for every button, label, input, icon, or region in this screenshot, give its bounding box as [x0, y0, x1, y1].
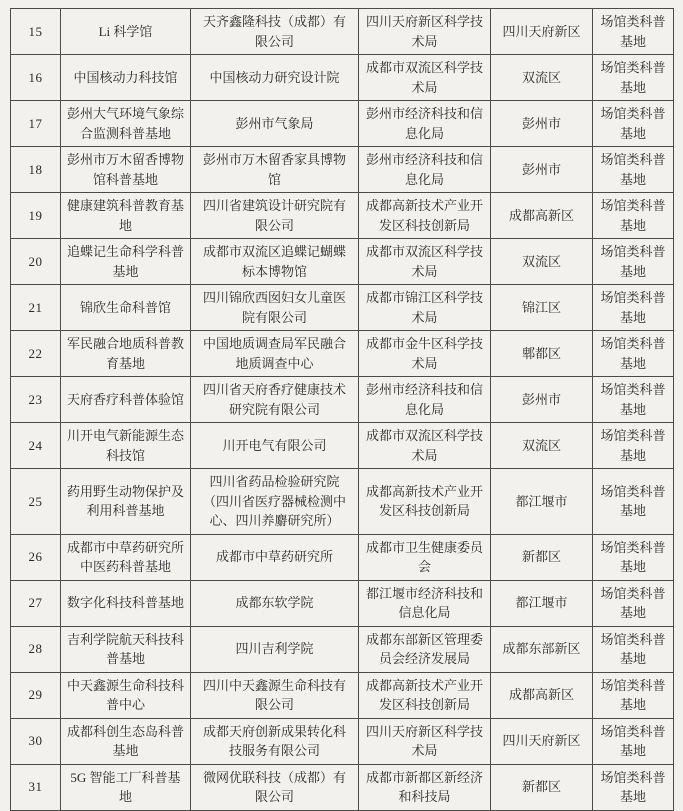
- row-number-cell: 23: [11, 377, 61, 423]
- base-name-cell: 追蝶记生命科学科普基地: [61, 239, 191, 285]
- supporting-org-cell: 中国地质调查局军民融合地质调查中心: [191, 331, 359, 377]
- row-number-cell: 28: [11, 626, 61, 672]
- table-row: [11, 239, 674, 285]
- base-category-cell: 场馆类科普基地: [593, 626, 674, 672]
- table-row: [11, 377, 674, 423]
- row-number-cell: 22: [11, 331, 61, 377]
- base-name-cell: 锦欣生命科普馆: [61, 285, 191, 331]
- district-cell: 四川天府新区: [491, 9, 593, 55]
- base-category-cell: 场馆类科普基地: [593, 55, 674, 101]
- base-category-cell: 场馆类科普基地: [593, 193, 674, 239]
- competent-dept-cell: 四川天府新区科学技术局: [359, 9, 491, 55]
- base-category-cell: 场馆类科普基地: [593, 147, 674, 193]
- competent-dept-cell: 四川天府新区科学技术局: [359, 718, 491, 764]
- table-row: [11, 718, 674, 764]
- district-cell: 都江堰市: [491, 469, 593, 535]
- table-row: [11, 331, 674, 377]
- district-cell: 双流区: [491, 55, 593, 101]
- district-cell: 成都高新区: [491, 193, 593, 239]
- base-category-cell: 场馆类科普基地: [593, 672, 674, 718]
- competent-dept-cell: 都江堰市经济科技和信息化局: [359, 580, 491, 626]
- base-category-cell: 场馆类科普基地: [593, 580, 674, 626]
- district-cell: 郫都区: [491, 331, 593, 377]
- supporting-org-cell: 成都东软学院: [191, 580, 359, 626]
- district-cell: 双流区: [491, 423, 593, 469]
- supporting-org-cell: 四川锦欣西囡妇女儿童医院有限公司: [191, 285, 359, 331]
- base-name-cell: 数字化科技科普基地: [61, 580, 191, 626]
- row-number-cell: 18: [11, 147, 61, 193]
- competent-dept-cell: 成都市双流区科学技术局: [359, 55, 491, 101]
- competent-dept-cell: 成都市金牛区科学技术局: [359, 331, 491, 377]
- competent-dept-cell: 彭州市经济科技和信息化局: [359, 147, 491, 193]
- table-row: [11, 147, 674, 193]
- district-cell: 成都高新区: [491, 672, 593, 718]
- supporting-org-cell: 四川中天鑫源生命科技有限公司: [191, 672, 359, 718]
- base-name-cell: 药用野生动物保护及利用科普基地: [61, 469, 191, 535]
- supporting-org-cell: 四川省天府香疗健康技术研究院有限公司: [191, 377, 359, 423]
- district-cell: 彭州市: [491, 101, 593, 147]
- supporting-org-cell: 四川省药品检验研究院（四川省医疗器械检测中心、四川养麝研究所）: [191, 469, 359, 535]
- base-category-cell: 场馆类科普基地: [593, 9, 674, 55]
- competent-dept-cell: 成都高新技术产业开发区科技创新局: [359, 469, 491, 535]
- district-cell: 新都区: [491, 764, 593, 810]
- row-number-cell: 17: [11, 101, 61, 147]
- base-category-cell: 场馆类科普基地: [593, 534, 674, 580]
- competent-dept-cell: 成都市双流区科学技术局: [359, 423, 491, 469]
- supporting-org-cell: 天齐鑫隆科技（成都）有限公司: [191, 9, 359, 55]
- row-number-cell: 30: [11, 718, 61, 764]
- row-number-cell: 16: [11, 55, 61, 101]
- row-number-cell: 26: [11, 534, 61, 580]
- row-number-cell: 21: [11, 285, 61, 331]
- competent-dept-cell: 彭州市经济科技和信息化局: [359, 101, 491, 147]
- table-row: [11, 423, 674, 469]
- base-name-cell: 中天鑫源生命科技科普中心: [61, 672, 191, 718]
- base-category-cell: 场馆类科普基地: [593, 101, 674, 147]
- district-cell: 四川天府新区: [491, 718, 593, 764]
- table-row: [11, 55, 674, 101]
- base-category-cell: 场馆类科普基地: [593, 331, 674, 377]
- science-popularization-base-table: [10, 8, 674, 811]
- base-name-cell: 天府香疗科普体验馆: [61, 377, 191, 423]
- table-row: [11, 580, 674, 626]
- base-category-cell: 场馆类科普基地: [593, 764, 674, 810]
- table-row: [11, 193, 674, 239]
- base-name-cell: 成都科创生态岛科普基地: [61, 718, 191, 764]
- competent-dept-cell: 成都东部新区管理委员会经济发展局: [359, 626, 491, 672]
- competent-dept-cell: 成都市双流区科学技术局: [359, 239, 491, 285]
- base-name-cell: 5G 智能工厂科普基地: [61, 764, 191, 810]
- district-cell: 彭州市: [491, 377, 593, 423]
- district-cell: 双流区: [491, 239, 593, 285]
- base-name-cell: 健康建筑科普教育基地: [61, 193, 191, 239]
- table-row: [11, 285, 674, 331]
- competent-dept-cell: 成都市新都区新经济和科技局: [359, 764, 491, 810]
- competent-dept-cell: 彭州市经济科技和信息化局: [359, 377, 491, 423]
- district-cell: 成都东部新区: [491, 626, 593, 672]
- competent-dept-cell: 成都市卫生健康委员会: [359, 534, 491, 580]
- table-row: [11, 9, 674, 55]
- row-number-cell: 20: [11, 239, 61, 285]
- base-category-cell: 场馆类科普基地: [593, 718, 674, 764]
- supporting-org-cell: 成都市双流区追蝶记蝴蝶标本博物馆: [191, 239, 359, 285]
- row-number-cell: 27: [11, 580, 61, 626]
- row-number-cell: 19: [11, 193, 61, 239]
- base-category-cell: 场馆类科普基地: [593, 239, 674, 285]
- row-number-cell: 24: [11, 423, 61, 469]
- science-base-table-body: [11, 9, 674, 811]
- row-number-cell: 15: [11, 9, 61, 55]
- table-row: [11, 672, 674, 718]
- supporting-org-cell: 彭州市气象局: [191, 101, 359, 147]
- supporting-org-cell: 中国核动力研究设计院: [191, 55, 359, 101]
- competent-dept-cell: 成都高新技术产业开发区科技创新局: [359, 672, 491, 718]
- competent-dept-cell: 成都高新技术产业开发区科技创新局: [359, 193, 491, 239]
- supporting-org-cell: 成都市中草药研究所: [191, 534, 359, 580]
- row-number-cell: 31: [11, 764, 61, 810]
- row-number-cell: 29: [11, 672, 61, 718]
- table-row: [11, 101, 674, 147]
- row-number-cell: 25: [11, 469, 61, 535]
- base-name-cell: 吉利学院航天科技科普基地: [61, 626, 191, 672]
- district-cell: 新都区: [491, 534, 593, 580]
- district-cell: 都江堰市: [491, 580, 593, 626]
- table-row: [11, 626, 674, 672]
- table-row: [11, 764, 674, 810]
- base-name-cell: Li 科学馆: [61, 9, 191, 55]
- district-cell: 锦江区: [491, 285, 593, 331]
- base-category-cell: 场馆类科普基地: [593, 377, 674, 423]
- base-name-cell: 军民融合地质科普教育基地: [61, 331, 191, 377]
- base-name-cell: 成都市中草药研究所中医药科普基地: [61, 534, 191, 580]
- base-category-cell: 场馆类科普基地: [593, 423, 674, 469]
- competent-dept-cell: 成都市锦江区科学技术局: [359, 285, 491, 331]
- base-name-cell: 彭州市万木留香博物馆科普基地: [61, 147, 191, 193]
- district-cell: 彭州市: [491, 147, 593, 193]
- supporting-org-cell: 四川省建筑设计研究院有限公司: [191, 193, 359, 239]
- supporting-org-cell: 彭州市万木留香家具博物馆: [191, 147, 359, 193]
- base-name-cell: 川开电气新能源生态科技馆: [61, 423, 191, 469]
- table-row: [11, 534, 674, 580]
- supporting-org-cell: 微网优联科技（成都）有限公司: [191, 764, 359, 810]
- table-row: [11, 469, 674, 535]
- base-category-cell: 场馆类科普基地: [593, 285, 674, 331]
- supporting-org-cell: 成都天府创新成果转化科技服务有限公司: [191, 718, 359, 764]
- supporting-org-cell: 四川吉利学院: [191, 626, 359, 672]
- supporting-org-cell: 川开电气有限公司: [191, 423, 359, 469]
- base-category-cell: 场馆类科普基地: [593, 469, 674, 535]
- base-name-cell: 彭州大气环境气象综合监测科普基地: [61, 101, 191, 147]
- base-name-cell: 中国核动力科技馆: [61, 55, 191, 101]
